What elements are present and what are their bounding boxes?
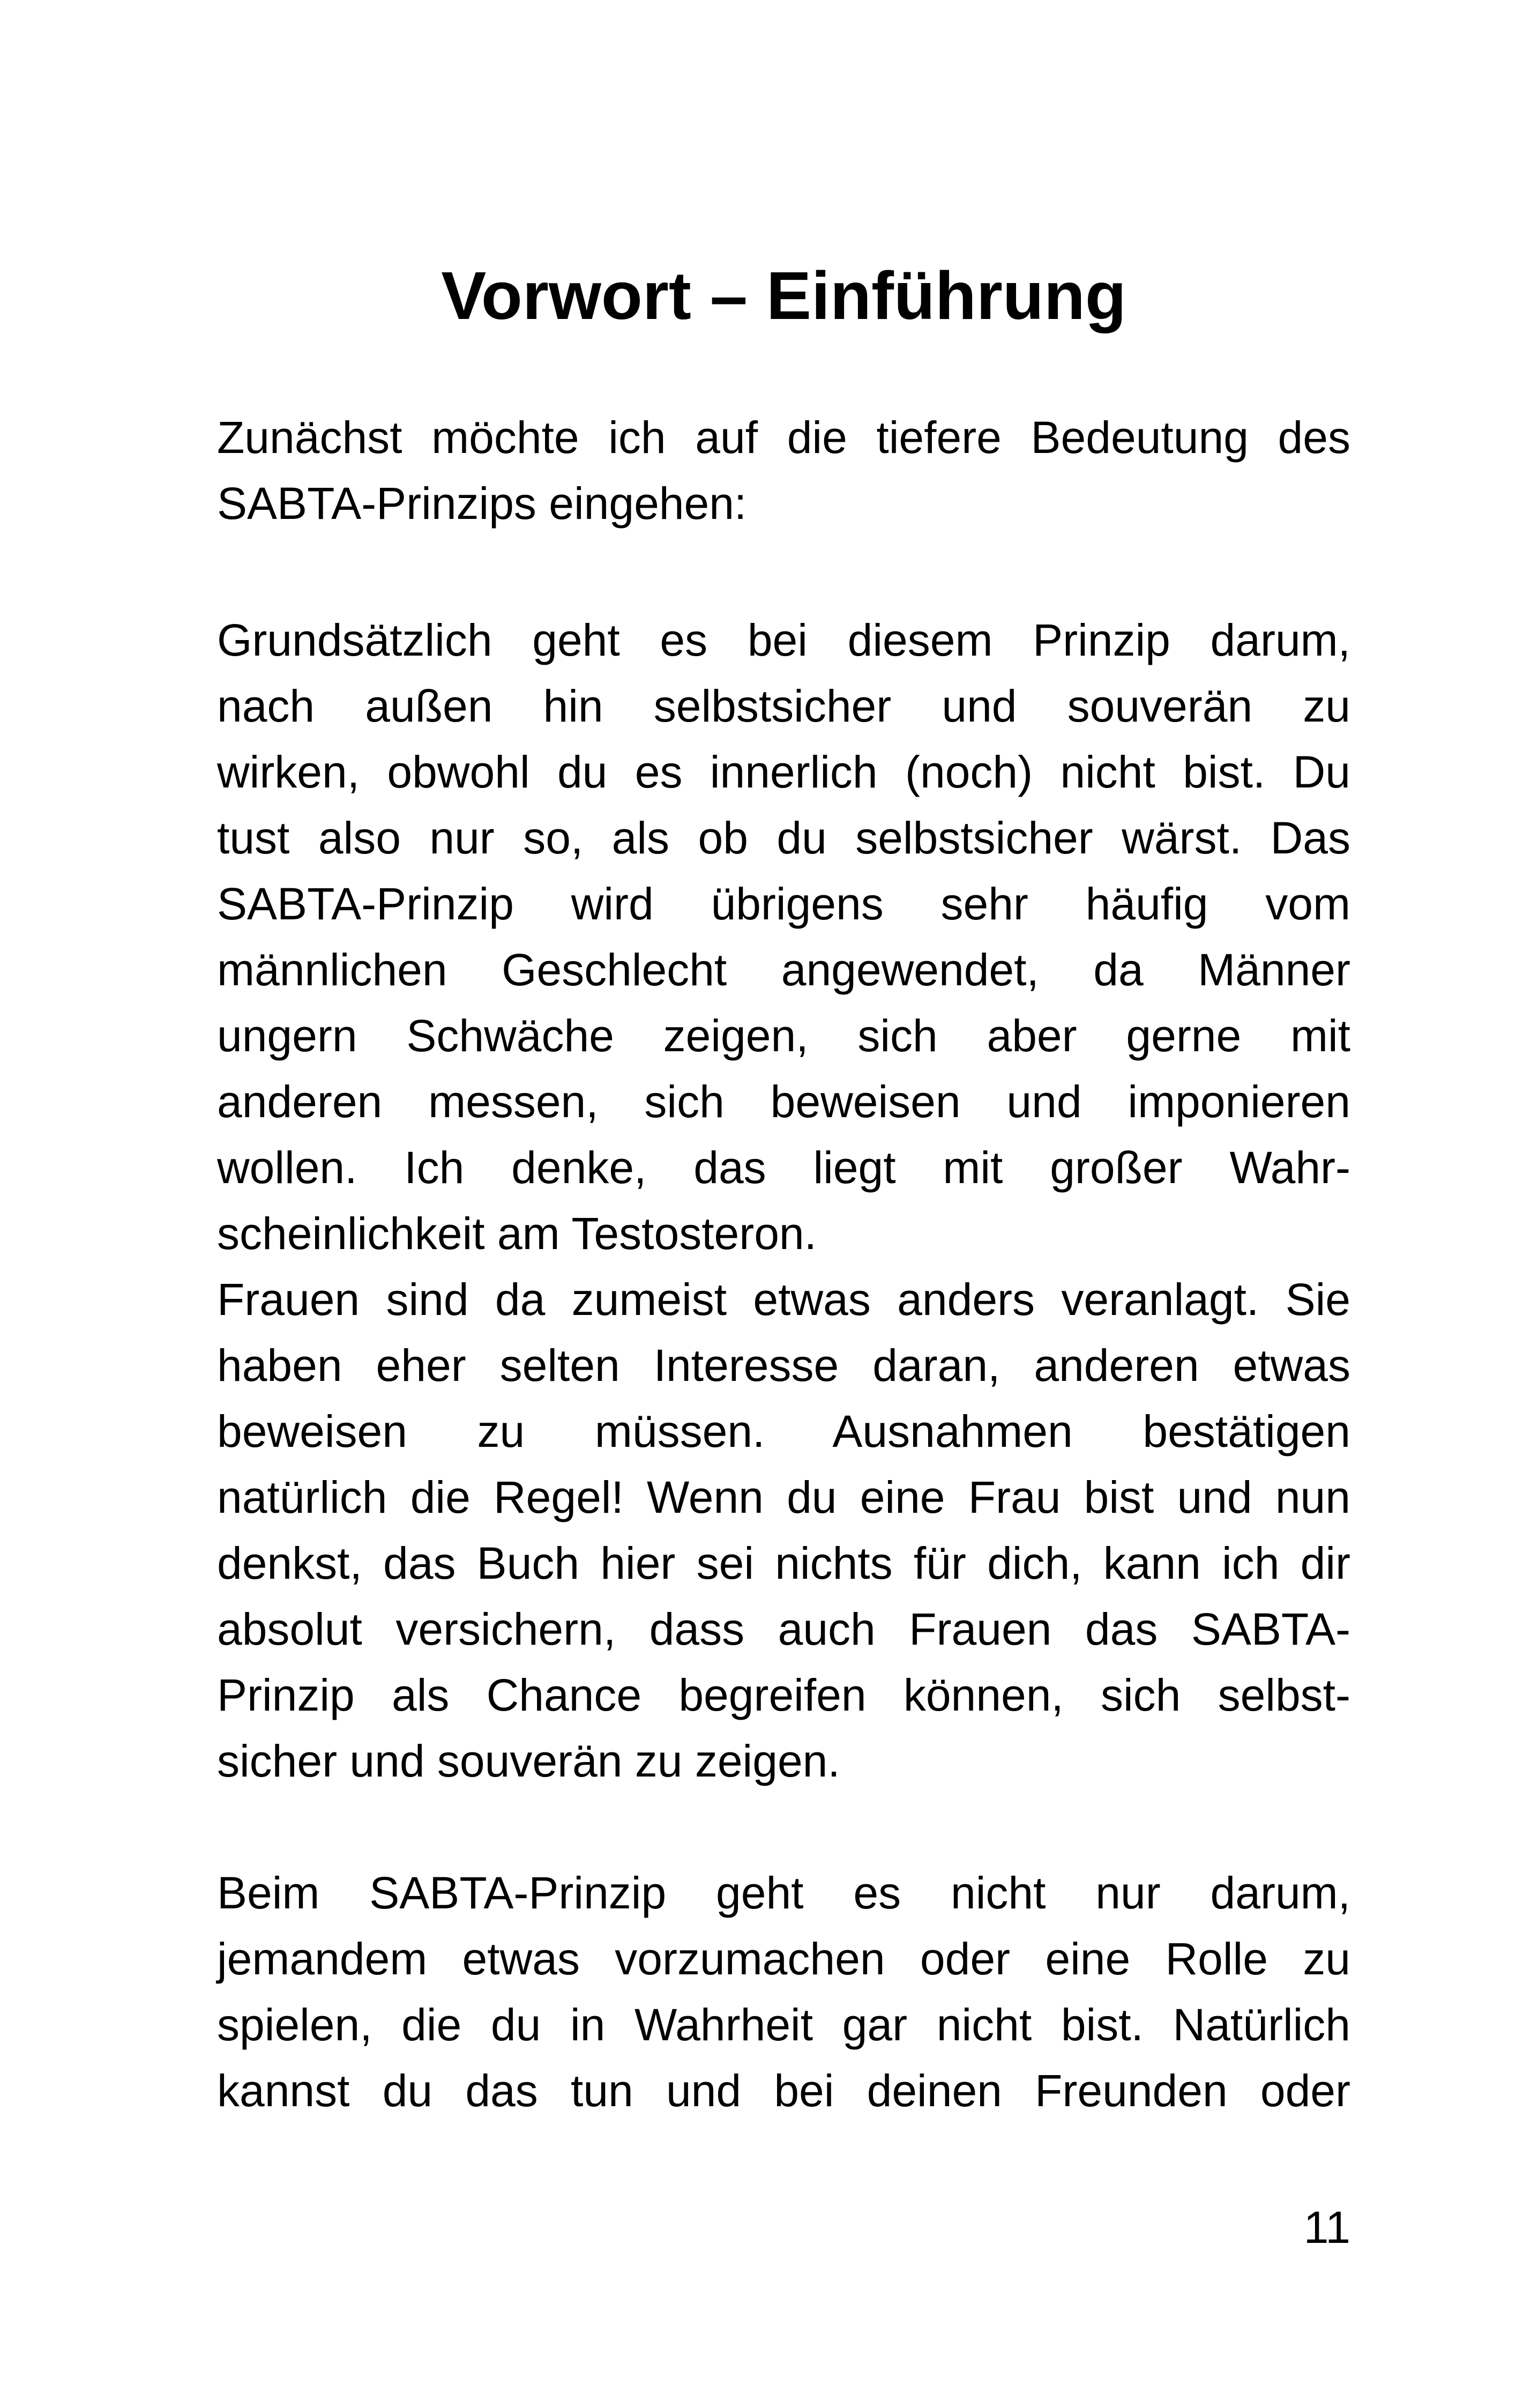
- text-line: denkst, das Buch hier sei nichts für dich, kann ich dir: [217, 1538, 1350, 1588]
- text-line: Prinzip als Chance begreifen können, sich selbst-: [217, 1670, 1350, 1720]
- text-line: kannst du das tun und bei deinen Freunden oder: [217, 2065, 1350, 2116]
- paragraph-intro: [217, 405, 1350, 537]
- page-number: 11: [1303, 2202, 1350, 2253]
- paragraph-role-playing: [217, 1860, 1350, 2124]
- text-line: scheinlichkeit am Testosteron.: [217, 1208, 817, 1259]
- text-line: absolut versichern, dass auch Frauen das SABTA-: [217, 1604, 1350, 1654]
- text-line: SABTA-Prinzip wird übrigens sehr häufig vom: [217, 879, 1350, 929]
- text-line: natürlich die Regel! Wenn du eine Frau bist und nun: [217, 1472, 1350, 1522]
- text-line: Beim SABTA-Prinzip geht es nicht nur darum,: [217, 1868, 1350, 1918]
- text-line: Zunächst möchte ich auf die tiefere Bedeutung des: [217, 412, 1350, 463]
- text-line: Grundsätzlich geht es bei diesem Prinzip darum,: [217, 615, 1350, 665]
- text-line: spielen, die du in Wahrheit gar nicht bist. Natürlich: [217, 2000, 1350, 2050]
- text-line: tust also nur so, als ob du selbstsicher wärst. Das: [217, 813, 1350, 863]
- text-line: beweisen zu müssen. Ausnahmen bestätigen: [217, 1406, 1350, 1456]
- text-line: SABTA-Prinzips eingehen:: [217, 478, 747, 529]
- text-line: anderen messen, sich beweisen und imponieren: [217, 1076, 1350, 1127]
- page-title: Vorwort – Einführung: [441, 258, 1126, 333]
- text-line: haben eher selten Interesse daran, anderen etwas: [217, 1340, 1350, 1391]
- text-line: sicher und souverän zu zeigen.: [217, 1736, 840, 1786]
- text-line: männlichen Geschlecht angewendet, da Männer: [217, 945, 1350, 995]
- text-line: wirken, obwohl du es innerlich (noch) nicht bist. Du: [217, 747, 1350, 797]
- text-line: nach außen hin selbstsicher und souverän zu: [217, 681, 1350, 731]
- text-line: wollen. Ich denke, das liegt mit großer Wahr-: [217, 1142, 1350, 1193]
- paragraph-women: [217, 1267, 1350, 1794]
- text-line: Frauen sind da zumeist etwas anders veranlagt. Sie: [217, 1274, 1350, 1325]
- text-line: ungern Schwäche zeigen, sich aber gerne mit: [217, 1010, 1350, 1061]
- paragraph-principle-explanation: [217, 607, 1350, 1267]
- text-line: jemandem etwas vorzumachen oder eine Rolle zu: [217, 1934, 1350, 1984]
